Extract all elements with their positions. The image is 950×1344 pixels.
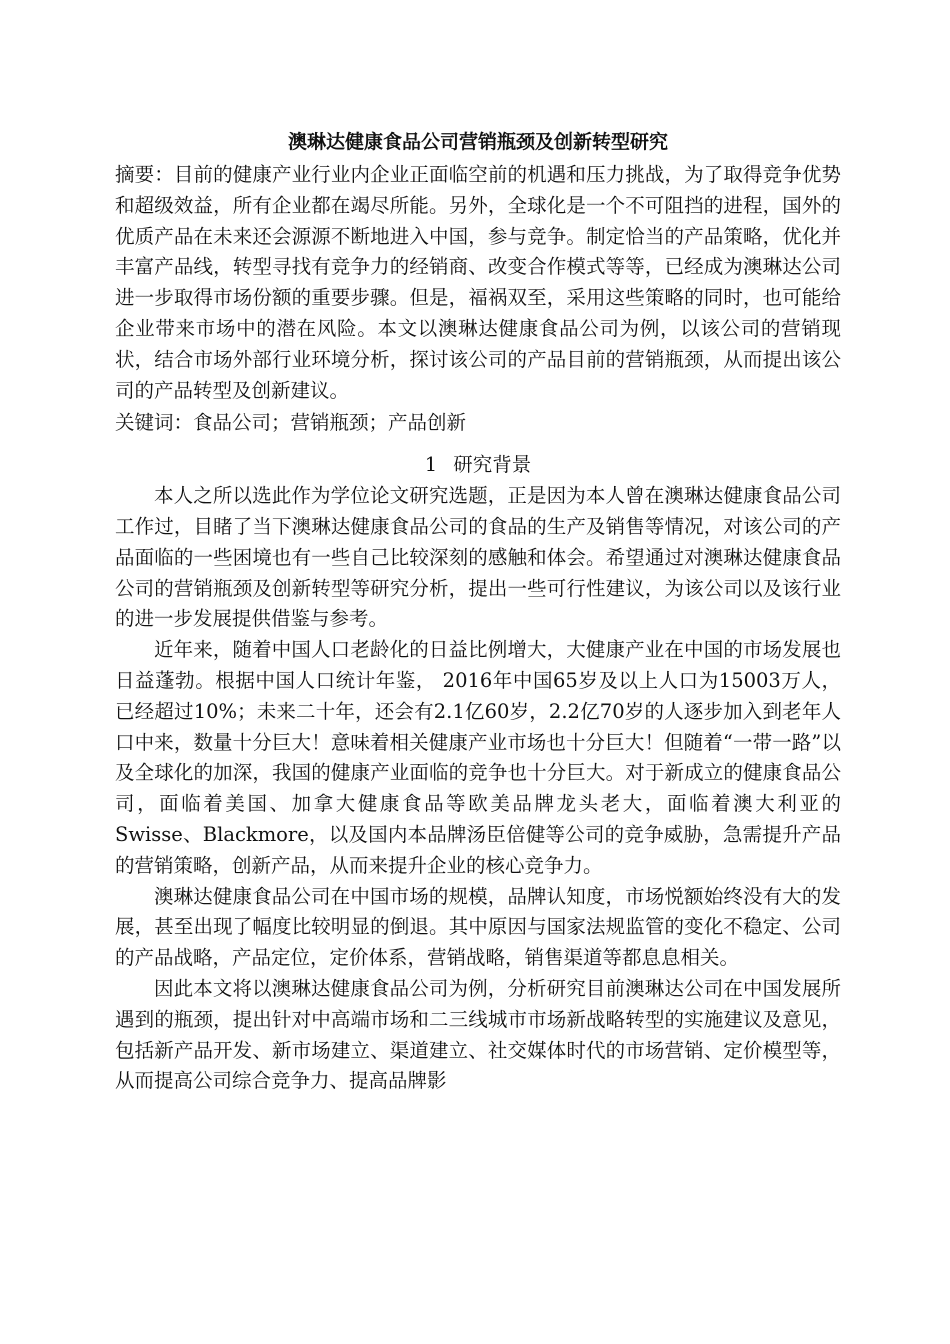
- keywords-label: 关键词：: [115, 411, 194, 435]
- keywords: [115, 408, 841, 439]
- body-paragraph: 近年来，随着中国人口老龄化的日益比例增大，大健康产业在中国的市场发展也日益蓬勃。根据中国人口统计年鉴， 2016年中国65岁及以上人口为15003万人，已经超过10%；未来二十年，还会有2.1亿60岁，2.2亿70岁的人逐步加入到老年人口中来，数量十分巨大！意味着相关健康产业市场也十分巨大！但随着“一带一路”以及全球化的加深，我国的健康产业面临的竞争也十分巨大。对于新成立的健康食品公司，面临着美国、加拿大健康食品等欧美品牌龙头老大，面临着澳大利亚的Swisse、Blackmore，以及国内本品牌汤臣倍健等公司的竞争威胁，急需提升产品的营销策略，创新产品，从而来提升企业的核心竞争力。: [115, 638, 841, 877]
- section-title: 研究背景: [453, 453, 532, 477]
- body-paragraph: 澳琳达健康食品公司在中国市场的规模，品牌认知度，市场悦额始终没有大的发展，甚至出现了幅度比较明显的倒退。其中原因与国家法规监管的变化不稳定、公司的产品战略，产品定位，定价体系，营销战略，销售渠道等都息息相关。: [115, 884, 841, 970]
- keywords-text: 食品公司；营销瓶颈；产品创新: [193, 411, 467, 435]
- body-paragraph: 因此本文将以澳琳达健康食品公司为例，分析研究目前澳琳达公司在中国发展所遇到的瓶颈，提出针对中高端市场和二三线城市市场新战略转型的实施建议及意见，包括新产品开发、新市场建立、渠道建立、社交媒体时代的市场营销、定价模型等，从而提高公司综合竞争力、提高品牌影: [115, 976, 841, 1093]
- document-title: 澳琳达健康食品公司营销瓶颈及创新转型研究: [287, 131, 668, 153]
- abstract: [115, 160, 841, 406]
- body-paragraph: 本人之所以选此作为学位论文研究选题，正是因为本人曾在澳琳达健康食品公司工作过，目睹了当下澳琳达健康食品公司的食品的生产及销售等情况，对该公司的产品面临的一些困境也有一些自己比较深刻的感触和体会。希望通过对澳琳达健康食品公司的营销瓶颈及创新转型等研究分析，提出一些可行性建议，为该公司以及该行业的进一步发展提供借鉴与参考。: [115, 484, 841, 631]
- abstract-label: 摘要：: [115, 163, 174, 186]
- section-number: 1: [424, 453, 438, 477]
- document-page: [115, 128, 841, 1097]
- section-heading: [115, 449, 841, 481]
- abstract-text: 目前的健康产业行业内企业正面临空前的机遇和压力挑战，为了取得竞争优势和超级效益，所有企业都在竭尽所能。另外，全球化是一个不可阻挡的进程，国外的优质产品在未来还会源源不断地进入中国，参与竞争。制定恰当的产品策略，优化并丰富产品线，转型寻找有竞争力的经销商、改变合作模式等等，已经成为澳琳达公司进一步取得市场份额的重要步骤。但是，福祸双至，采用这些策略的同时，也可能给企业带来市场中的潜在风险。本文以澳琳达健康食品公司为例，以该公司的营销现状，结合市场外部行业环境分析，探讨该公司的产品目前的营销瓶颈，从而提出该公司的产品转型及创新建议。: [115, 163, 841, 402]
